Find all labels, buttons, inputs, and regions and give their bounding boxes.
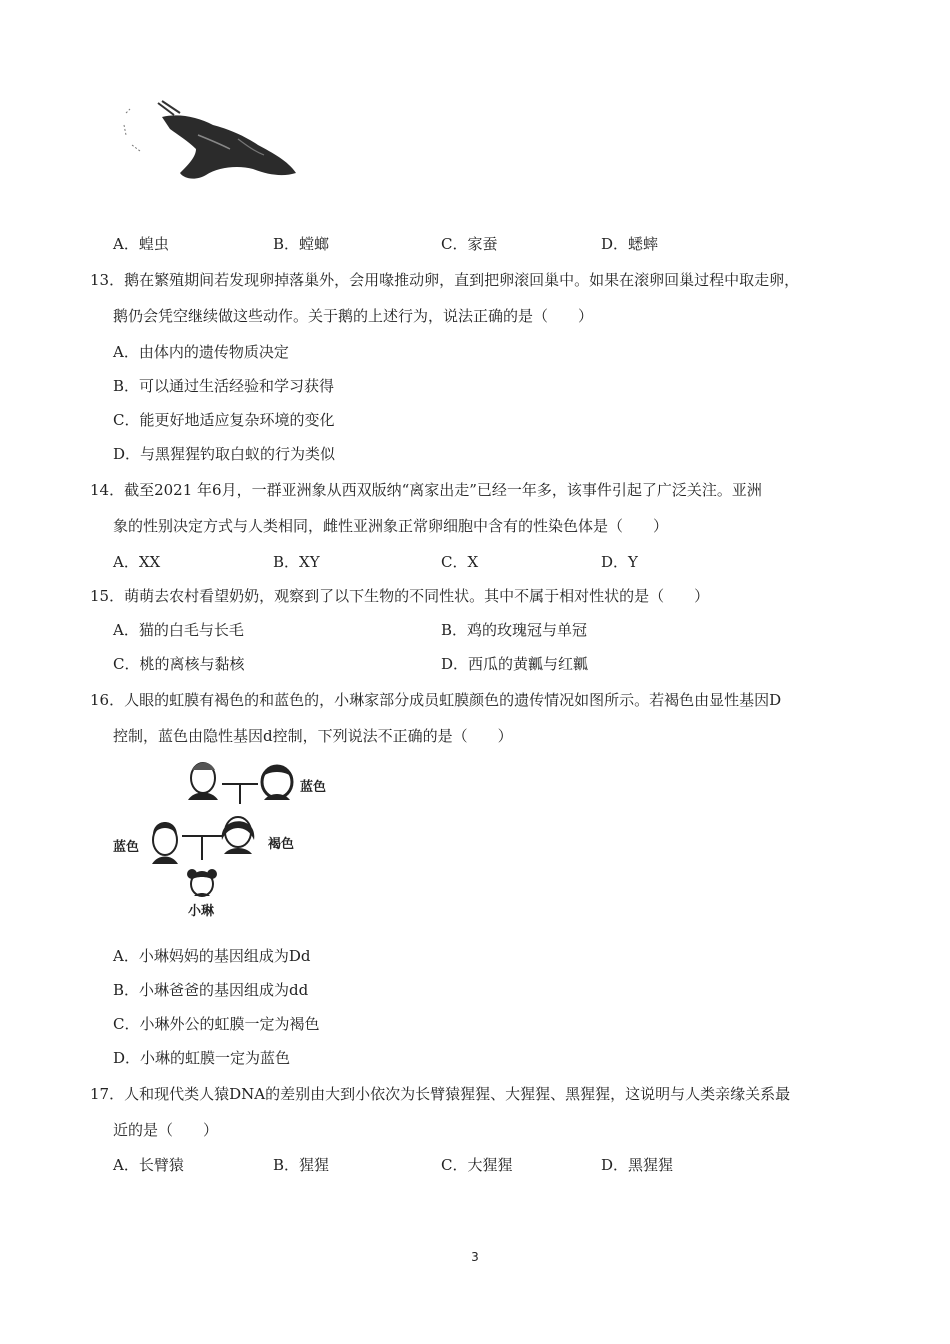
q17-option-d: D．黑猩猩 <box>601 1156 674 1174</box>
q17-option-c: C．大猩猩 <box>441 1156 513 1174</box>
q16-option-d: D．小琳的虹膜一定为蓝色 <box>113 1049 291 1067</box>
mantis-insect-icon <box>118 95 308 185</box>
q16-option-a: A．小琳妈妈的基因组成为Dd <box>113 947 311 965</box>
q14-stem-line-1: 14．截至2021 年6月，一群亚洲象从西双版纳“离家出走”已经一年多，该事件引起了广泛关注。亚洲 <box>90 481 762 499</box>
q13-stem-line-1: 13．鹅在繁殖期间若发现卵掉落巢外，会用喙推动卵，直到把卵滚回巢中。如果在滚卵回巢过程中取走卵， <box>90 271 800 289</box>
q16-option-c: C．小琳外公的虹膜一定为褐色 <box>113 1015 320 1033</box>
q17-option-b: B．猩猩 <box>273 1156 330 1174</box>
q14-option-d: D．Y <box>601 553 638 571</box>
q15-option-b: B．鸡的玫瑰冠与单冠 <box>441 621 588 639</box>
q17-stem-line-2: 近的是（ ） <box>113 1121 219 1139</box>
q14-option-b: B．XY <box>273 553 320 571</box>
q16-stem-line-1: 16．人眼的虹膜有褐色的和蓝色的，小琳家部分成员虹膜颜色的遗传情况如图所示。若褐色由显性基因D <box>90 691 782 709</box>
mother-head-icon <box>222 817 255 854</box>
q12-option-d: D．蟋蟀 <box>601 235 659 253</box>
xiaolin-head-icon <box>187 869 217 896</box>
q17-option-a: A．长臂猿 <box>113 1156 184 1174</box>
q14-stem-line-2: 象的性别决定方式与人类相同，雌性亚洲象正常卵细胞中含有的性染色体是（ ） <box>113 517 669 535</box>
q15-option-d: D．西瓜的黄瓤与红瓤 <box>441 655 589 673</box>
mother-eye-color-label: 褐色 <box>268 837 295 852</box>
q15-option-c: C．桃的离核与黏核 <box>113 655 245 673</box>
grandmother-eye-color-label: 蓝色 <box>300 780 327 795</box>
q15-stem-line-1: 15．萌萌去农村看望奶奶，观察到了以下生物的不同性状。其中不属于相对性状的是（ ） <box>90 587 710 605</box>
q12-option-c: C．家蚕 <box>441 235 498 253</box>
grandfather-head-icon <box>188 763 218 801</box>
q12-option-a: A．蝗虫 <box>113 235 169 253</box>
q13-stem-line-2: 鹅仍会凭空继续做这些动作。关于鹅的上述行为，说法正确的是（ ） <box>113 307 594 325</box>
q16-stem-line-2: 控制，蓝色由隐性基因d控制，下列说法不正确的是（ ） <box>113 727 513 745</box>
q14-option-a: A．XX <box>113 553 161 571</box>
father-eye-color-label: 蓝色 <box>113 840 140 855</box>
q13-option-d: D．与黑猩猩钓取白蚁的行为类似 <box>113 445 336 463</box>
page-number: 3 <box>471 1250 479 1264</box>
q16-option-b: B．小琳爸爸的基因组成为dd <box>113 981 309 999</box>
q15-option-a: A．猫的白毛与长毛 <box>113 621 244 639</box>
q13-option-a: A．由体内的遗传物质决定 <box>113 343 289 361</box>
father-head-icon <box>152 822 178 864</box>
q14-option-c: C．X <box>441 553 479 571</box>
child-name-label: 小琳 <box>188 904 215 919</box>
q12-option-b: B．螳螂 <box>273 235 330 253</box>
q17-stem-line-1: 17．人和现代类人猿DNA的差别由大到小依次为长臂猿猩猩、大猩猩、黑猩猩，这说明与人类亲缘关系最 <box>90 1085 791 1103</box>
q13-option-c: C．能更好地适应复杂环境的变化 <box>113 411 335 429</box>
grandmother-head-icon <box>261 766 293 800</box>
q13-option-b: B．可以通过生活经验和学习获得 <box>113 377 335 395</box>
